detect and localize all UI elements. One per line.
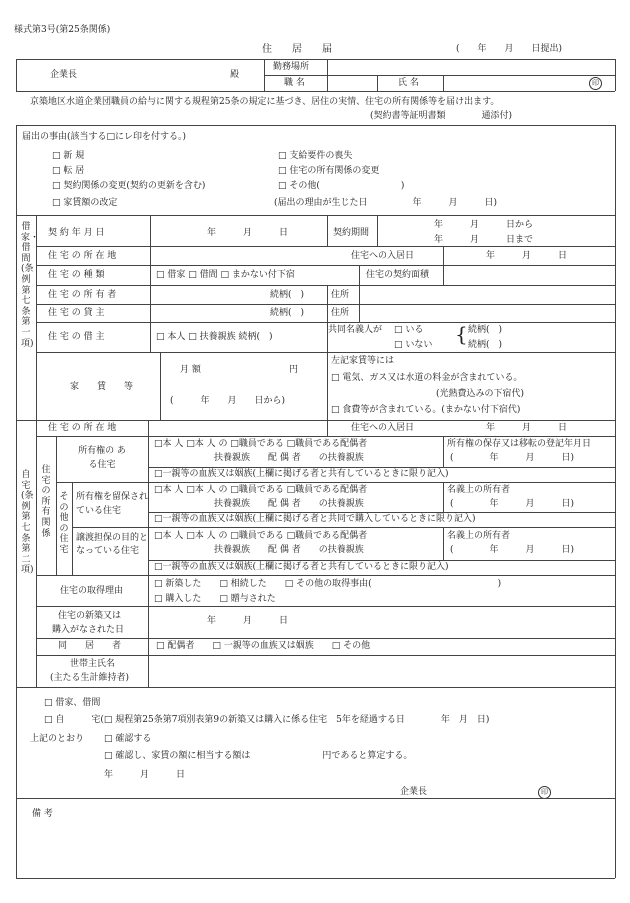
reserved-holder-line2: 扶養親族 配 偶 者 の扶養親族	[214, 499, 364, 509]
housing-type-label: 住 宅 の 種 類	[48, 270, 105, 280]
owner-relation[interactable]: 続柄( )	[270, 290, 305, 300]
monthly-yen: 円	[289, 365, 299, 375]
acquisition-reason-label: 住宅の取得理由	[60, 586, 124, 596]
reason-loss[interactable]: □ 支給要件の喪失	[278, 151, 353, 161]
confirm-calc[interactable]: □ 確認し、家賃の額に相当する額は 円であると算定する。	[104, 751, 413, 761]
position-label: 職 名	[284, 78, 305, 88]
reason-new[interactable]: □ 新 規	[52, 151, 85, 161]
contract-period-label: 契約期間	[333, 228, 370, 238]
owner-label: 住 宅 の 所 有 者	[48, 290, 117, 300]
reserved-house-label: 所有権を留保されている住宅	[76, 492, 149, 516]
lender-label: 住 宅 の 貸 主	[48, 308, 105, 318]
name-label: 氏 名	[398, 78, 419, 88]
confirm-owned-option[interactable]: □ 自 宅(□ 規程第25条第7項別表第9の新築又は購入に係る住宅 5年を経過する日 年 月 日)	[44, 715, 490, 725]
contract-period-from[interactable]: 年 月 日から	[434, 220, 534, 230]
owned-move-in-label: 住宅への入居日	[351, 423, 415, 433]
borrower-options[interactable]: □ 本人 □ 扶養親族 続柄( )	[156, 332, 273, 342]
monthly-label: 月 額	[180, 365, 201, 375]
rental-side-label: 借家・借間(条例第七条第一項)	[21, 222, 40, 349]
security-holder-line2: 扶養親族 配 偶 者 の扶養親族	[214, 545, 364, 555]
contract-period-to[interactable]: 年 月 日まで	[434, 235, 534, 245]
lender-address-label: 住所	[331, 308, 350, 318]
applicant-seal: 印	[589, 77, 602, 90]
acquisition-reason-line2[interactable]: □ 購入した □ 贈与された	[154, 594, 276, 604]
reason-contract-change[interactable]: □ 契約関係の変更(契約の更新を含む)	[52, 181, 206, 191]
ownership-relation-label: 住宅の所有関係	[41, 465, 51, 539]
cohabitant-label: 同 居 者	[58, 641, 122, 651]
owned-move-in-value[interactable]: 年 月 日	[486, 423, 568, 433]
security-house-label: 譲渡担保の目的となっている住宅	[76, 533, 149, 556]
rent-includes-meals[interactable]: □ 食費等が含まれている。(まかない付下宿代)	[331, 405, 521, 415]
housing-type-options[interactable]: □ 借家 □ 借間 □ まかない付下宿	[156, 270, 295, 280]
new-build-label-2: 購入がなされた日	[52, 625, 125, 635]
owned-holder-line1[interactable]: □本 人 □本 人 の □職員である □職員である配偶者	[154, 439, 368, 449]
new-build-label-1: 住宅の新築又は	[58, 611, 122, 621]
remarks-area[interactable]	[60, 802, 610, 874]
remarks-label: 備 考	[32, 809, 53, 819]
chief-seal: 印	[538, 786, 551, 799]
reason-date[interactable]: (届出の理由が生じた日 年 月 日)	[274, 198, 498, 208]
household-head-label-2: (主たる生計維持者)	[50, 673, 130, 683]
co-owner-yes[interactable]: □ いる	[394, 325, 424, 335]
intro-text: 京築地区水道企業団職員の給与に関する規程第25条の規定に基づき、居住の実情、住宅の所有関係等を届け出ます。	[30, 97, 500, 107]
contract-area-label: 住宅の契約面積	[366, 270, 430, 280]
addressee-label: 企業長	[50, 70, 78, 80]
reserved-nominal-owner: 名義上の所有者	[447, 485, 511, 495]
rent-label: 家 賃 等	[70, 382, 134, 392]
confirm-date[interactable]: 年 月 日	[104, 770, 186, 780]
co-owner-relation-2[interactable]: 続柄( )	[468, 340, 503, 350]
rental-move-in-value[interactable]: 年 月 日	[486, 251, 568, 261]
security-holder-line1[interactable]: □本 人 □本 人 の □職員である □職員である配偶者	[154, 531, 368, 541]
confirm-lead: 上記のとおり	[30, 734, 85, 744]
co-owner-relation-1[interactable]: 続柄( )	[468, 325, 503, 335]
lender-relation[interactable]: 続柄( )	[270, 308, 305, 318]
confirm-chief-label: 企業長	[400, 787, 428, 797]
rent-includes-utilities[interactable]: □ 電気、ガス又は水道の料金が含まれている。	[331, 373, 523, 383]
submission-date[interactable]: ( 年 月 日提出)	[456, 44, 563, 54]
registration-date-label: 所有権の保存又は移転の登記年月日	[447, 439, 592, 449]
rent-effective-date[interactable]: ( 年 月 日から)	[170, 396, 286, 406]
acquisition-reason-line1[interactable]: □ 新築した □ 相続した □ その他の取得事由( )	[154, 579, 502, 589]
rental-location-label: 住 宅 の 所 在 地	[48, 251, 117, 261]
reason-ownership-change[interactable]: □ 住宅の所有関係の変更	[278, 166, 380, 176]
reserved-date-value[interactable]: ( 年 月 日)	[450, 499, 575, 509]
attachment-note: (契約書等証明書類 通添付)	[370, 111, 513, 121]
owned-location-label: 住 宅 の 所 在 地	[48, 423, 117, 433]
co-owner-brace: {	[455, 322, 468, 346]
confirm-rental-option[interactable]: □ 借家、借間	[44, 698, 101, 708]
reserved-holder-line1[interactable]: □本 人 □本 人 の □職員である □職員である配偶者	[154, 485, 368, 495]
reserved-kin-line[interactable]: □一親等の血族又は姻族(上欄に掲げる者と共同で購入しているときに限り記入)	[154, 514, 476, 524]
registration-date-value[interactable]: ( 年 月 日)	[450, 453, 575, 463]
cohabitant-options[interactable]: □ 配偶者 □ 一親等の血族又は姻族 □ その他	[156, 641, 371, 651]
household-head-label-1: 世帯主氏名	[70, 659, 116, 669]
owned-holder-line2: 扶養親族 配 偶 者 の扶養親族	[214, 453, 364, 463]
reason-move[interactable]: □ 転 居	[52, 166, 85, 176]
owned-kin-line[interactable]: □一親等の血族又は姻族(上欄に掲げる者と共有しているときに限り記入)	[154, 469, 449, 479]
contract-date-label: 契 約 年 月 日	[48, 228, 105, 238]
confirm-check[interactable]: □ 確認する	[104, 734, 152, 744]
contract-date-value[interactable]: 年 月 日	[207, 228, 289, 238]
rent-includes-utilities-note: (光熱費込みの下宿代)	[436, 389, 525, 399]
co-owner-label: 共同名義人が	[328, 325, 383, 335]
co-owner-no[interactable]: □ いない	[394, 340, 433, 350]
workplace-label: 勤務場所	[273, 62, 310, 72]
reasons-heading: 届出の事由(該当する□にレ印を付する。)	[22, 132, 187, 142]
other-housing-label: その他の住宅	[59, 492, 69, 555]
security-date-value[interactable]: ( 年 月 日)	[450, 545, 575, 555]
form-number: 様式第3号(第25条関係)	[14, 25, 111, 35]
owned-side-label: 自宅(条例第七条第二項)	[21, 470, 34, 576]
reason-other[interactable]: □ その他( )	[278, 181, 405, 191]
security-kin-line[interactable]: □一親等の血族又は姻族(上欄に掲げる者と共有しているときに限り記入)	[154, 562, 449, 572]
new-build-date[interactable]: 年 月 日	[207, 616, 289, 626]
form-title: 住 居 届	[262, 44, 332, 55]
borrower-label: 住 宅 の 借 主	[48, 332, 105, 342]
security-nominal-owner: 名義上の所有者	[447, 531, 511, 541]
reason-rent-revision[interactable]: □ 家賃額の改定	[52, 198, 118, 208]
rent-includes-heading: 左記家賃等には	[331, 356, 395, 366]
addressee-dono: 殿	[230, 70, 240, 80]
owner-address-label: 住所	[331, 290, 350, 300]
rental-move-in-label: 住宅への入居日	[351, 251, 415, 261]
owned-house-label: 所有権の ある住宅	[78, 446, 126, 470]
